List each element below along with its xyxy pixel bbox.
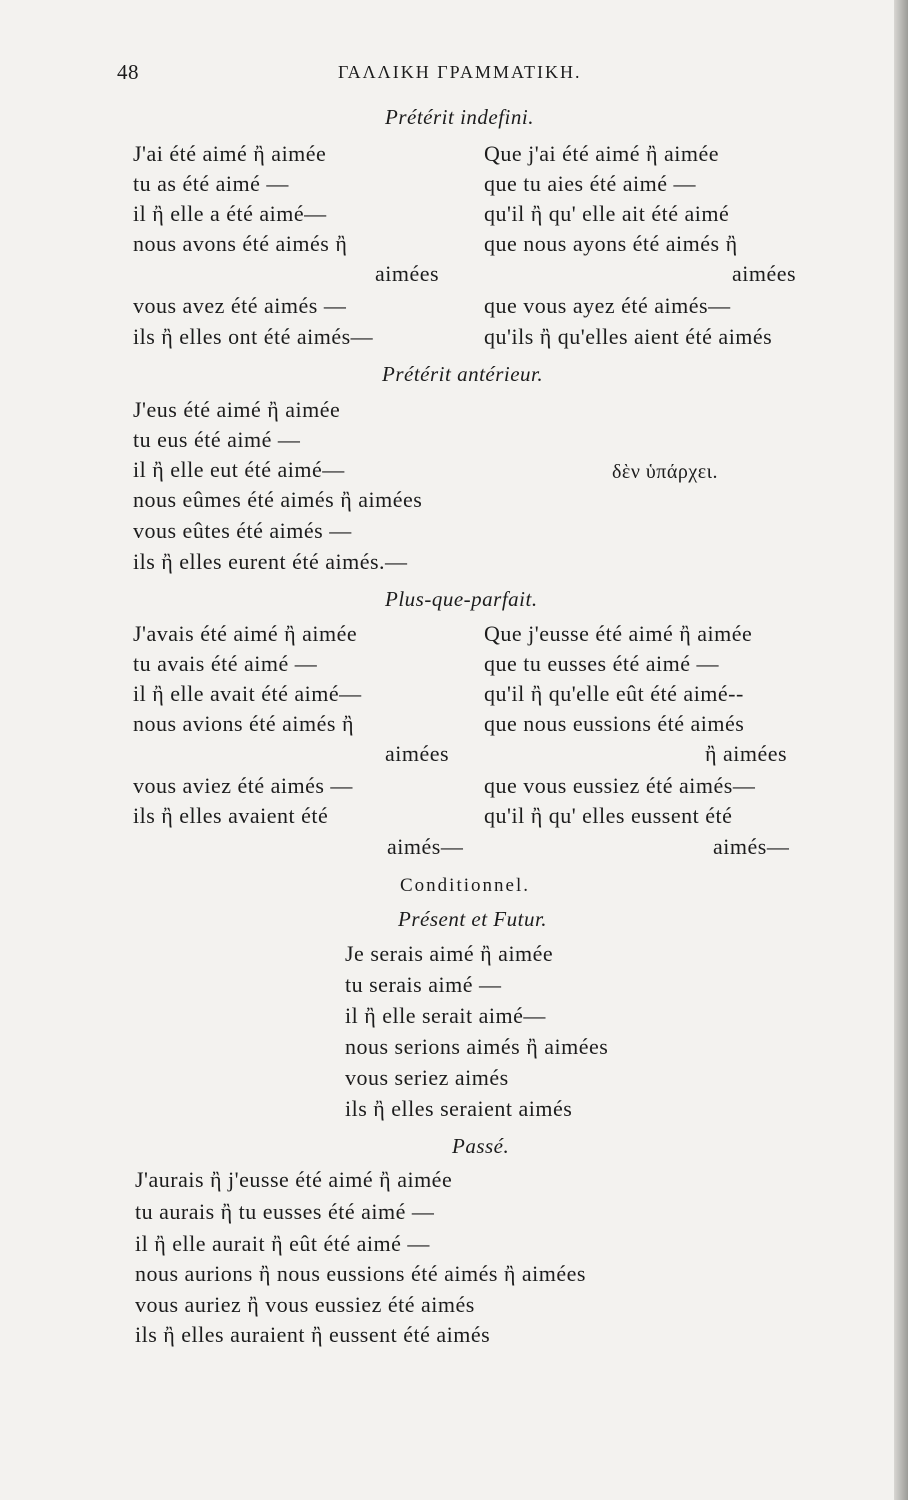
line: ils ἢ elles avaient été [133,803,329,828]
line: Que j'eusse été aimé ἢ aimée [484,621,753,646]
line: nous aurions ἢ nous eussions été aimés ἢ aimées [135,1261,586,1286]
line: ἢ aimées [705,741,788,766]
heading-preterit-anterieur: Prétérit antérieur. [382,362,544,386]
line: il ἢ elle a été aimé— [133,201,327,226]
line: vous avez été aimés — [133,293,347,318]
line: qu'ils ἢ qu'elles aient été aimés [484,324,773,349]
line: nous serions aimés ἢ aimées [345,1034,609,1059]
line: qu'il ἢ qu' elle ait été aimé [484,201,730,226]
line: vous eûtes été aimés — [133,518,352,543]
line: nous avions été aimés ἢ [133,711,354,736]
line: ils ἢ elles eurent été aimés.— [133,549,408,574]
line: que nous eussions été aimés [484,711,745,736]
line: J'ai été aimé ἢ aimée [133,141,327,166]
line: il ἢ elle eut été aimé— [133,457,345,482]
line: ils ἢ elles ont été aimés— [133,324,374,349]
line: aimées [385,741,450,766]
heading-plus-que-parfait: Plus-que-parfait. [385,587,538,611]
heading-conditionnel: Conditionnel. [400,875,530,896]
line: Que j'ai été aimé ἢ aimée [484,141,720,166]
line: aimées [732,261,797,286]
line: tu aurais ἢ tu eusses été aimé — [135,1199,435,1224]
line: vous auriez ἢ vous eussiez été aimés [135,1292,475,1317]
line: il ἢ elle avait été aimé— [133,681,362,706]
line: que nous ayons été aimés ἢ [484,231,738,256]
line: Je serais aimé ἢ aimée [345,941,554,966]
line: J'eus été aimé ἢ aimée [133,397,341,422]
line: tu eus été aimé — [133,427,301,452]
line: qu'il ἢ qu' elles eussent été [484,803,733,828]
line: nous avons été aimés ἢ [133,231,348,256]
line: aimés— [713,834,790,859]
note-does-not-exist: δὲν ὑπάρχει. [612,461,718,483]
line: aimées [375,261,440,286]
line: que vous eussiez été aimés— [484,773,756,798]
line: il ἢ elle serait aimé— [345,1003,546,1028]
line: J'aurais ἢ j'eusse été aimé ἢ aimée [135,1167,453,1192]
line: que tu eusses été aimé — [484,651,719,676]
line: ils ἢ elles auraient ἢ eussent été aimés [135,1322,491,1347]
page-edge-shadow [894,0,908,1500]
line: que tu aies été aimé — [484,171,696,196]
heading-preterit-indefini: Prétérit indefini. [385,105,534,129]
heading-passe: Passé. [452,1134,510,1158]
line: vous seriez aimés [345,1065,509,1090]
line: tu serais aimé — [345,972,502,997]
heading-present-et-futur: Présent et Futur. [398,907,548,931]
line: ils ἢ elles seraient aimés [345,1096,573,1121]
page-number: 48 [117,60,139,84]
line: nous eûmes été aimés ἢ aimées [133,487,423,512]
running-title: ΓΑΛΛΙΚΗ ΓΡΑΜΜΑΤΙΚΗ. [338,62,582,82]
line: que vous ayez été aimés— [484,293,731,318]
line: vous aviez été aimés — [133,773,353,798]
line: qu'il ἢ qu'elle eût été aimé-- [484,681,744,706]
line: tu as été aimé — [133,171,289,196]
line: J'avais été aimé ἢ aimée [133,621,358,646]
line: aimés— [387,834,464,859]
line: il ἢ elle aurait ἢ eût été aimé — [135,1231,430,1256]
line: tu avais été aimé — [133,651,318,676]
